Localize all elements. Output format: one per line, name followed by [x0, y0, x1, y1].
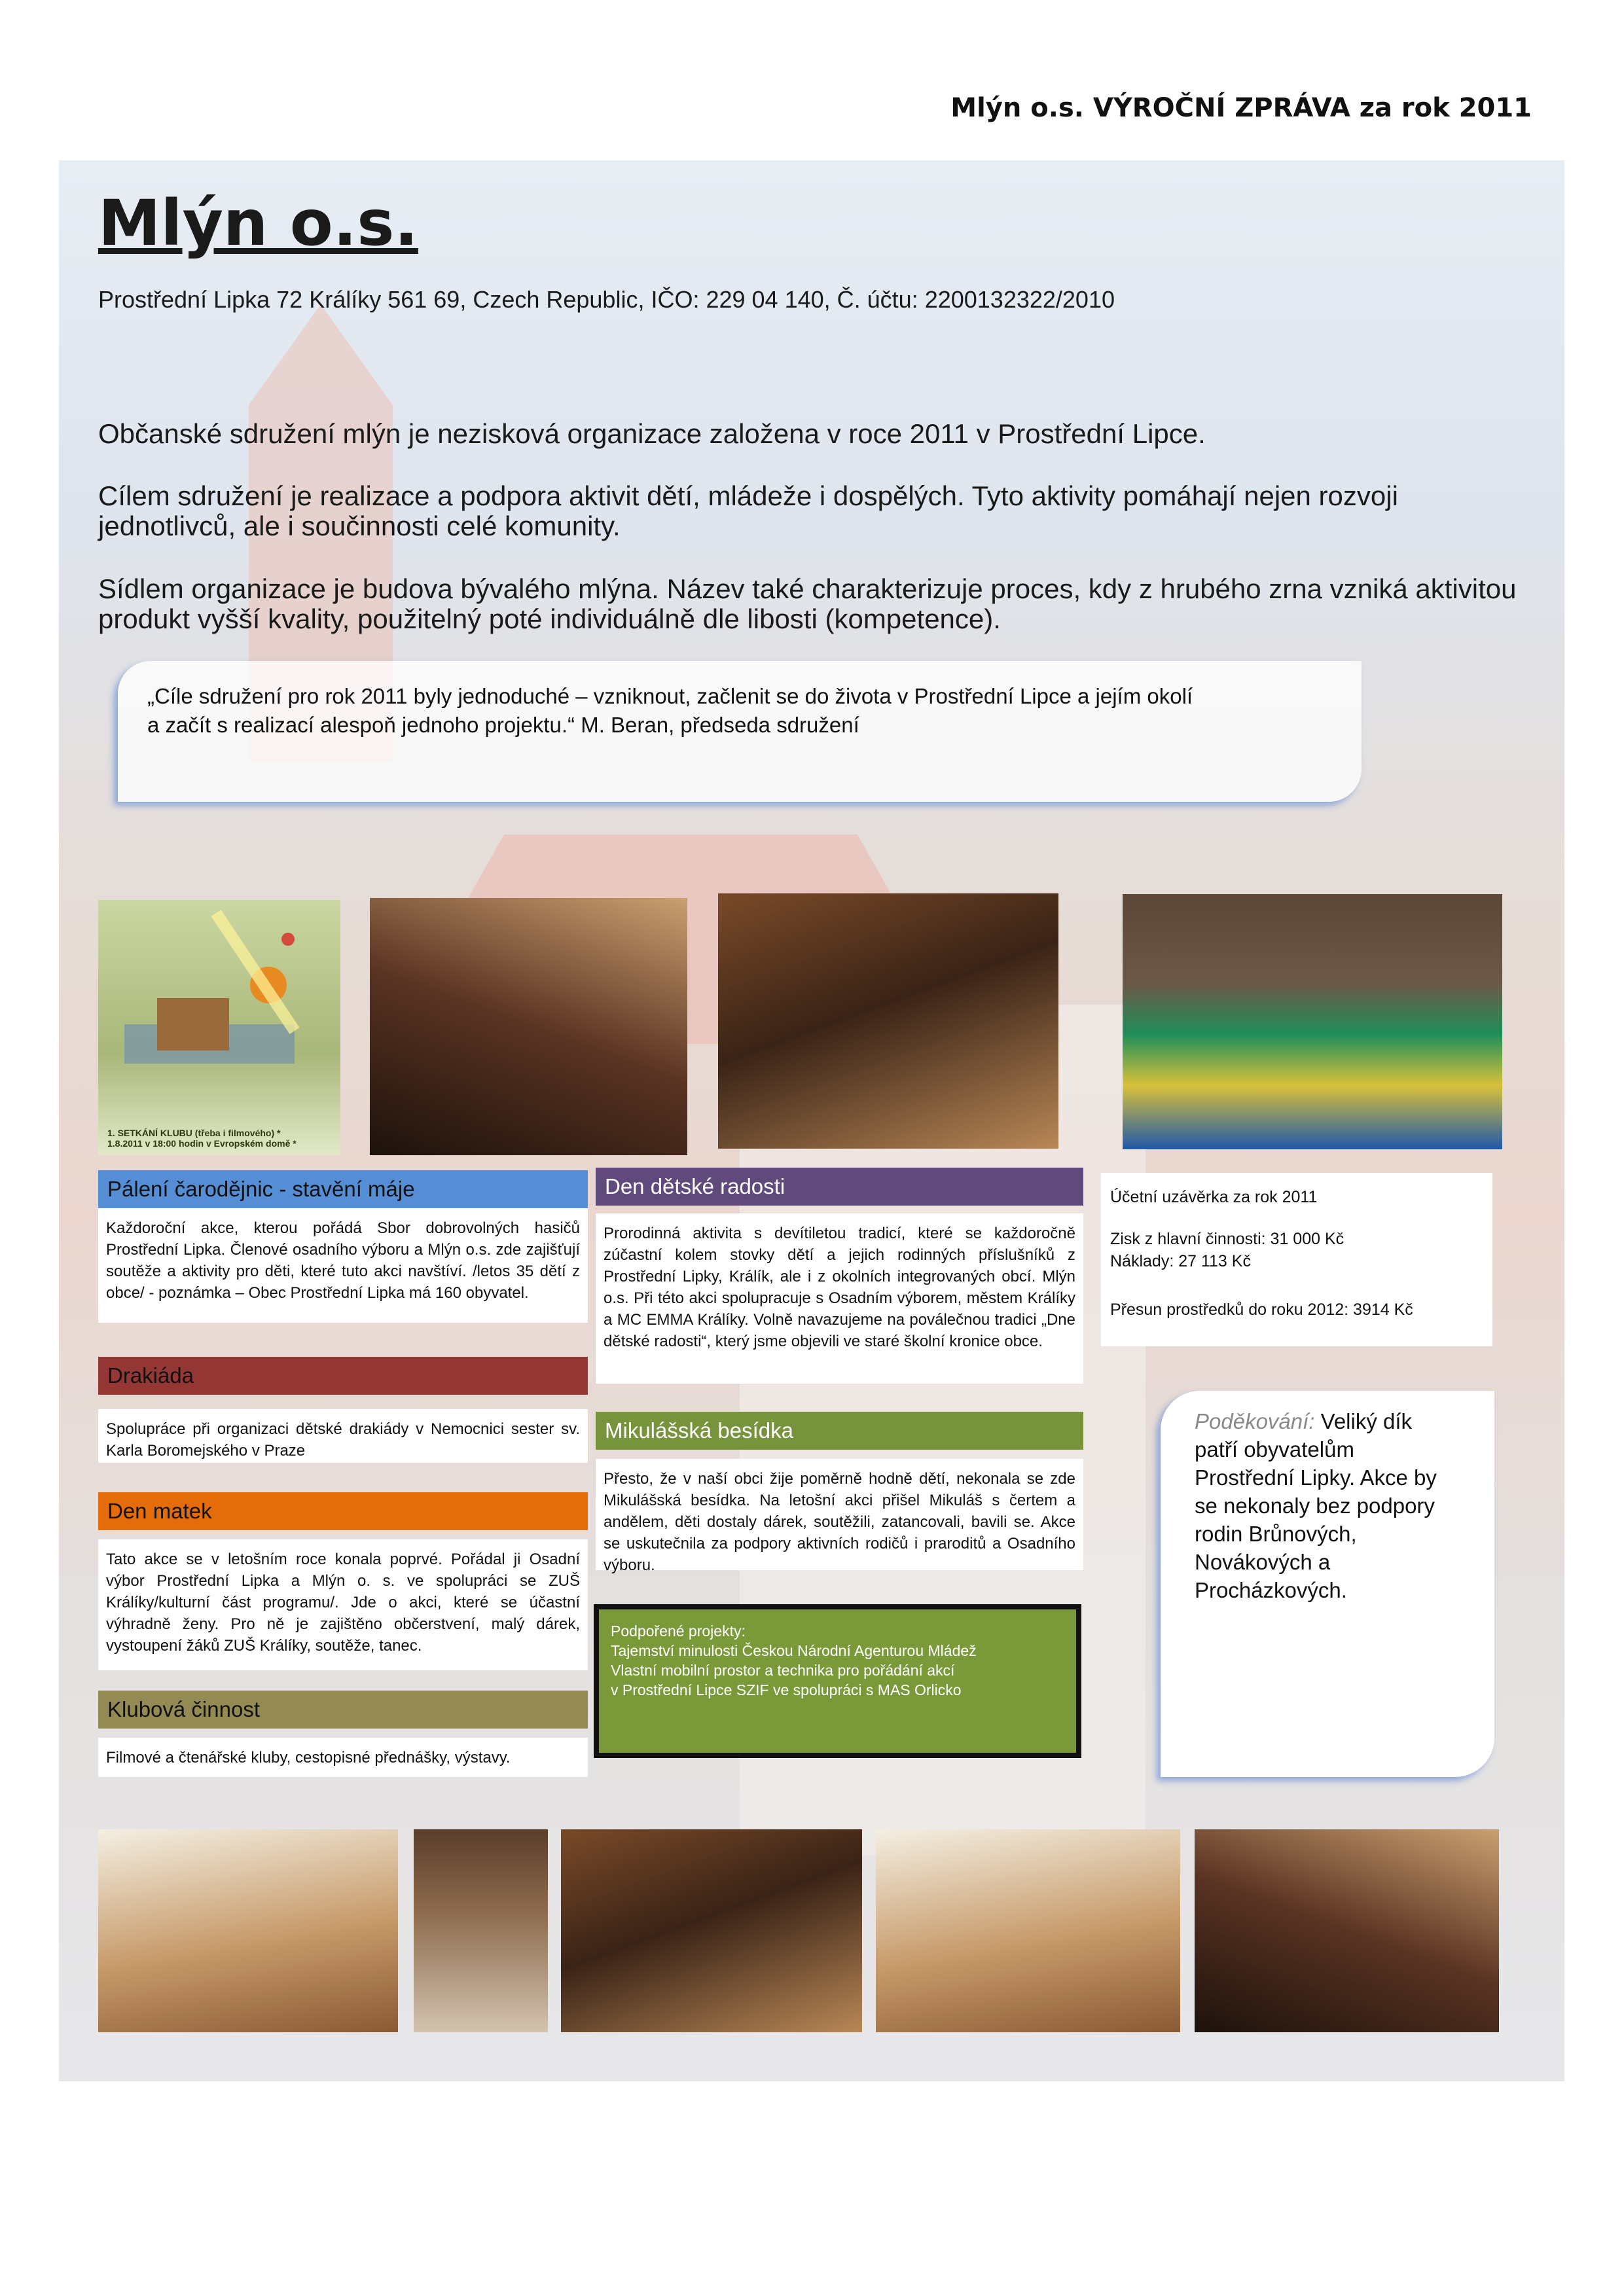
- section-drakiada-title: Drakiáda: [98, 1357, 588, 1395]
- thanks-text-block: [1195, 1407, 1456, 1604]
- section-klubova: [98, 1691, 588, 1777]
- section-paleni-title: Pálení čarodějnic - stavění máje: [98, 1170, 588, 1208]
- children-party-photo: [1195, 1829, 1499, 2032]
- gift-presentation-photo: [876, 1829, 1180, 2032]
- thanks-text: Veliký dík patří obyvatelům Prostřední Lipky. Akce by se nekonaly bez podpory rodin Brůnových, Novákových a Procházkových.: [1195, 1409, 1437, 1602]
- financial-summary-box: [1101, 1173, 1492, 1346]
- projects-title: Podpořené projekty:: [611, 1623, 746, 1640]
- projects-line-3: v Prostřední Lipce SZIF ve spolupráci s MAS Orlicko: [611, 1681, 962, 1698]
- section-paleni-text: Každoroční akce, kterou pořádá Sbor dobrovolných hasičů Prostřední Lipka. Členové osadního výboru a Mlýn o.s. zde zajišťují soutěže a aktivity pro děti, které tuto akci navštíví. /letos 35 dětí z obce/ - poznámka – Obec Prostřední Lipka má 160 obyvatel.: [98, 1208, 588, 1323]
- mothers-day-table-photo: [561, 1829, 862, 2032]
- section-mikulas-title: Mikulášská besídka: [596, 1412, 1083, 1450]
- section-den-detske-text: Prorodinná aktivita s devítiletou tradicí, které se každoročně zúčastní kolem stovky dětí a jejich rodinných příslušníků z Prostřední Lipky, Králík, ale i z okolních integrovaných obcí. Mlýn o.s. Při této akci spolupracuje s Osadním výborem, městem Králíky a MC EMMA Králíky. Volně navazujeme na poválečnou tradici „Dne dětské radosti“, který jsme objevili ve staré školní kronice obce.: [596, 1213, 1083, 1384]
- quote-line-1: „Cíle sdružení pro rok 2011 byly jednoduché – vzniknout, začlenit se do života v Prostřední Lipce a jejím okolí: [147, 684, 1193, 708]
- section-den-detske-title: Den dětské radosti: [596, 1168, 1083, 1206]
- summary-title: Účetní uzávěrka za rok 2011: [1110, 1188, 1318, 1206]
- section-paleni: [98, 1170, 588, 1323]
- intro-paragraph-3: Sídlem organizace je budova bývalého mlýna. Název také charakterizuje proces, kdy z hrubého zrna vzniká aktivitou produkt vyšší kvality, použitelný poté individuálně dle libosti (kompetence).: [98, 573, 1517, 634]
- section-mikulas-text: Přesto, že v naší obci žije poměrně hodně dětí, nekonala se zde Mikulášská besídka. Na letošní akci přišel Mikuláš s čertem a andělem, děti dostaly dárek, soutěžili, zatancovali, bavili se. Akce se uskutečnila za podpory aktivních rodičů i praroditů a Osadního výboru.: [596, 1459, 1083, 1570]
- intro-paragraph-1: Občanské sdružení mlýn je nezisková organizace založena v roce 2011 v Prostřední Lipce.: [98, 418, 1206, 449]
- section-drakiada: [98, 1357, 588, 1463]
- projects-line-1: Tajemství minulosti Českou Národní Agenturou Mládež: [611, 1642, 977, 1659]
- supported-projects-box: [594, 1604, 1081, 1758]
- parachute-game-photo: [1123, 894, 1502, 1149]
- projects-line-2: Vlastní mobilní prostor a technika pro pořádání akcí: [611, 1662, 955, 1679]
- section-klubova-title: Klubová činnost: [98, 1691, 588, 1729]
- report-header-title: Mlýn o.s. VÝROČNÍ ZPRÁVA za rok 2011: [950, 93, 1532, 123]
- summary-transfer: Přesun prostředků do roku 2012: 3914 Kč: [1110, 1300, 1413, 1319]
- organization-address: Prostřední Lipka 72 Králíky 561 69, Czech Republic, IČO: 229 04 140, Č. účtu: 2200132322/2010: [98, 286, 1115, 313]
- club-poster-image: [98, 900, 340, 1155]
- handicraft-display-photo: [98, 1829, 398, 2032]
- intro-paragraph-2: Cílem sdružení je realizace a podpora aktivit dětí, mládeže i dospělých. Tyto aktivity pomáhají nejen rozvoji jednotlivců, ale i součinnosti celé komunity.: [98, 480, 1398, 541]
- poster-caption-line-2: 1.8.2011 v 18:00 hodin v Evropském domě *: [107, 1138, 297, 1149]
- section-den-matek-text: Tato akce se v letošním roce konala poprvé. Pořádal ji Osadní výbor Prostřední Lipka a Mlýn o. s. ve spolupráci se ZUŠ Králíky/kulturní část programu/. Jde o akci, které se účastní výhradně ženy. Pro ně je zajištěno občerstvení, malý dárek, vystoupení žáků ZUŠ Králíky, soutěže, tanec.: [98, 1539, 588, 1670]
- quote-text: [147, 682, 1312, 740]
- section-klubova-text: Filmové a čtenářské kluby, cestopisné přednášky, výstavy.: [98, 1738, 588, 1777]
- section-drakiada-text: Spolupráce při organizaci dětské drakiády v Nemocnici sester sv. Karla Boromejského v Praze: [98, 1409, 588, 1463]
- club-meeting-photo: [370, 898, 687, 1155]
- refreshments-photo: [414, 1829, 548, 2032]
- poster-illustration: [98, 900, 340, 1096]
- organization-title: Mlýn o.s.: [98, 187, 418, 260]
- section-den-matek: [98, 1492, 588, 1670]
- section-mikulas: [596, 1412, 1083, 1574]
- section-den-detske: [596, 1168, 1083, 1384]
- summary-costs: Náklady: 27 113 Kč: [1110, 1252, 1251, 1270]
- thanks-label: Poděkování:: [1195, 1409, 1315, 1433]
- section-den-matek-title: Den matek: [98, 1492, 588, 1530]
- poster-caption-line-1: 1. SETKÁNÍ KLUBU (třeba i filmového) *: [107, 1128, 281, 1138]
- quote-line-2: a začít s realizací alespoň jednoho projektu.“ M. Beran, předseda sdružení: [147, 713, 859, 737]
- summary-profit: Zisk z hlavní činnosti: 31 000 Kč: [1110, 1230, 1344, 1248]
- hall-gathering-photo: [718, 893, 1058, 1149]
